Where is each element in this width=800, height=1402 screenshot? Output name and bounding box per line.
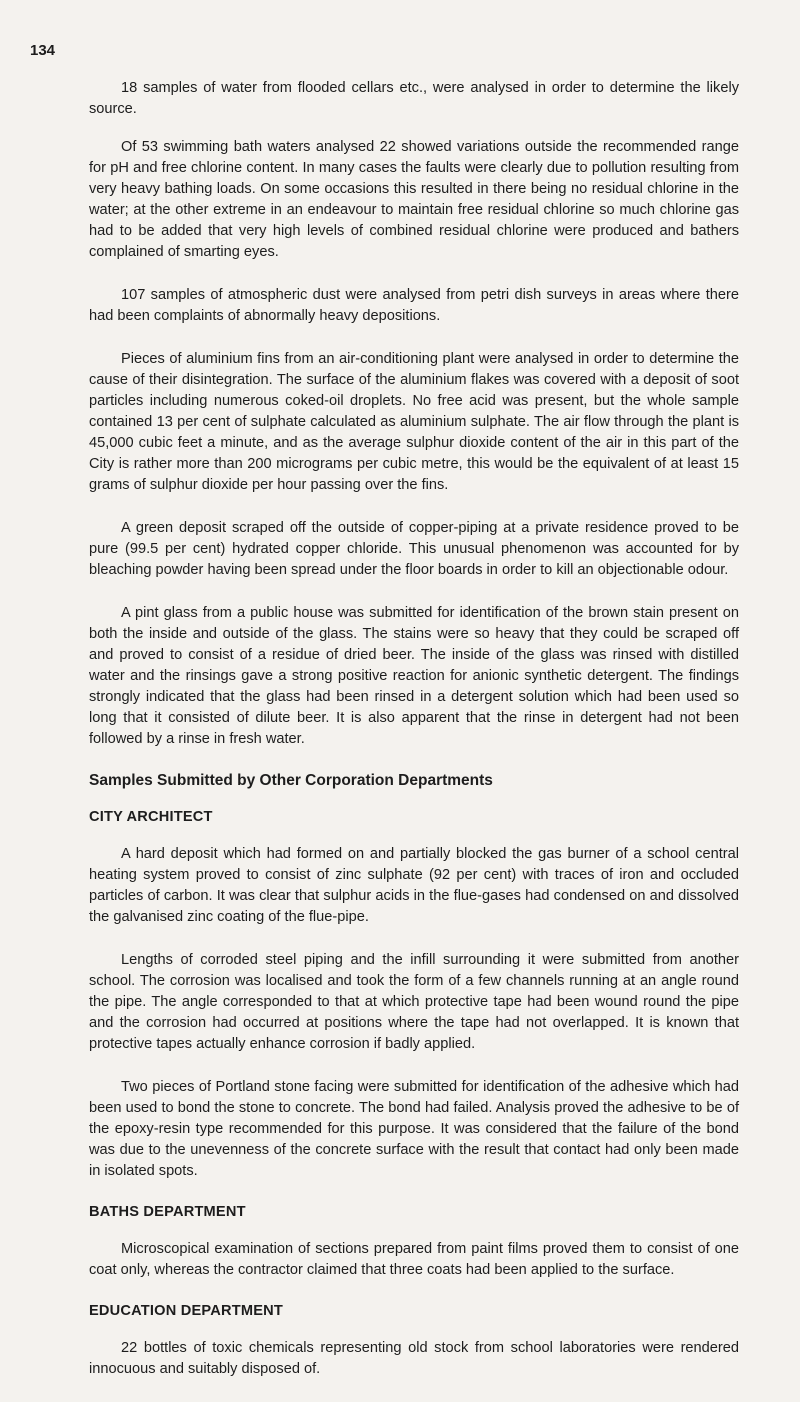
paragraph-toxic-chemicals: 22 bottles of toxic chemicals representing old stock from school laboratories were rendered innocuous and suitably disposed of. xyxy=(89,1340,739,1377)
subheading-baths-department: BATHS DEPARTMENT xyxy=(89,1204,246,1220)
page-number: 134 xyxy=(30,42,56,59)
paragraph-steel-piping: Lengths of corroded steel piping and the infill surrounding it were submitted from another school. The corrosion was localised and took the form of a few channels running at an angle round the pipe. The angle corresponded to that at which protective tape had been wound round the pipe and the corrosion had occurred at positions where the tape had not overlapped. It is known that protective tapes actually enhance corrosion if badly applied. xyxy=(89,952,739,1052)
subheading-education-department: EDUCATION DEPARTMENT xyxy=(89,1303,283,1319)
paragraph-flooded-cellars: 18 samples of water from flooded cellars etc., were analysed in order to determine the likely source. xyxy=(89,80,739,117)
section-heading: Samples Submitted by Other Corporation Departments xyxy=(89,772,493,789)
paragraph-gas-burner: A hard deposit which had formed on and partially blocked the gas burner of a school central heating system proved to consist of zinc sulphate (92 per cent) with traces of iron and occluded particles of carbon. It was clear that sulphur acids in the flue-gases had condensed on and dissolved the galvanised zinc coating of the flue-pipe. xyxy=(89,846,739,925)
paragraph-paint-films: Microscopical examination of sections prepared from paint films proved them to consist of one coat only, whereas the contractor claimed that three coats had been applied to the surface. xyxy=(89,1241,739,1278)
paragraph-portland-stone: Two pieces of Portland stone facing were submitted for identification of the adhesive which had been used to bond the stone to concrete. The bond had failed. Analysis proved the adhesive to be of the epoxy-resin type recommended for this purpose. It was considered that the failure of the bond was due to the unevenness of the concrete surface with the result that contact had only been made in isolated spots. xyxy=(89,1079,739,1179)
paragraph-atmospheric-dust: 107 samples of atmospheric dust were analysed from petri dish surveys in areas where there had been complaints of abnormally heavy depositions. xyxy=(89,287,739,324)
subheading-city-architect: CITY ARCHITECT xyxy=(89,809,213,825)
paragraph-swimming-baths: Of 53 swimming bath waters analysed 22 showed variations outside the recommended range for pH and free chlorine content. In many cases the faults were clearly due to pollution resulting from very heavy bathing loads. On some occasions this resulted in there being no residual chlorine in the water; at the other extreme in an endeavour to maintain free residual chlorine so much chlorine gas had to be added that very high levels of combined residual chlorine were produced and bathers complained of smarting eyes. xyxy=(89,139,739,260)
paragraph-copper-piping: A green deposit scraped off the outside of copper-piping at a private residence proved to be pure (99.5 per cent) hydrated copper chloride. This unusual phenomenon was accounted for by bleaching powder having been spread under the floor boards in order to kill an objectionable odour. xyxy=(89,520,739,578)
document-body xyxy=(89,78,739,1402)
paragraph-pint-glass: A pint glass from a public house was submitted for identification of the brown stain present on both the inside and outside of the glass. The stains were so heavy that they could be scraped off and proved to consist of a residue of dried beer. The inside of the glass was rinsed with distilled water and the rinsings gave a strong positive reaction for anionic synthetic detergent. The findings strongly indicated that the glass had been rinsed in a detergent solution which had been used so long that it consisted of dilute beer. It is also apparent that the rinse in detergent had not been followed by a rinse in fresh water. xyxy=(89,605,739,747)
paragraph-aluminium-fins: Pieces of aluminium fins from an air-conditioning plant were analysed in order to determine the cause of their disintegration. The surface of the aluminium flakes was covered with a deposit of soot particles including numerous coked-oil droplets. No free acid was present, but the whole sample contained 13 per cent of sulphate calculated as aluminium sulphate. The air flow through the plant is 45,000 cubic feet a minute, and as the average sulphur dioxide content of the air in this part of the City is rather more than 200 micrograms per cubic metre, this would be the equivalent of at least 15 grams of sulphur dioxide per hour passing over the fins. xyxy=(89,351,739,493)
